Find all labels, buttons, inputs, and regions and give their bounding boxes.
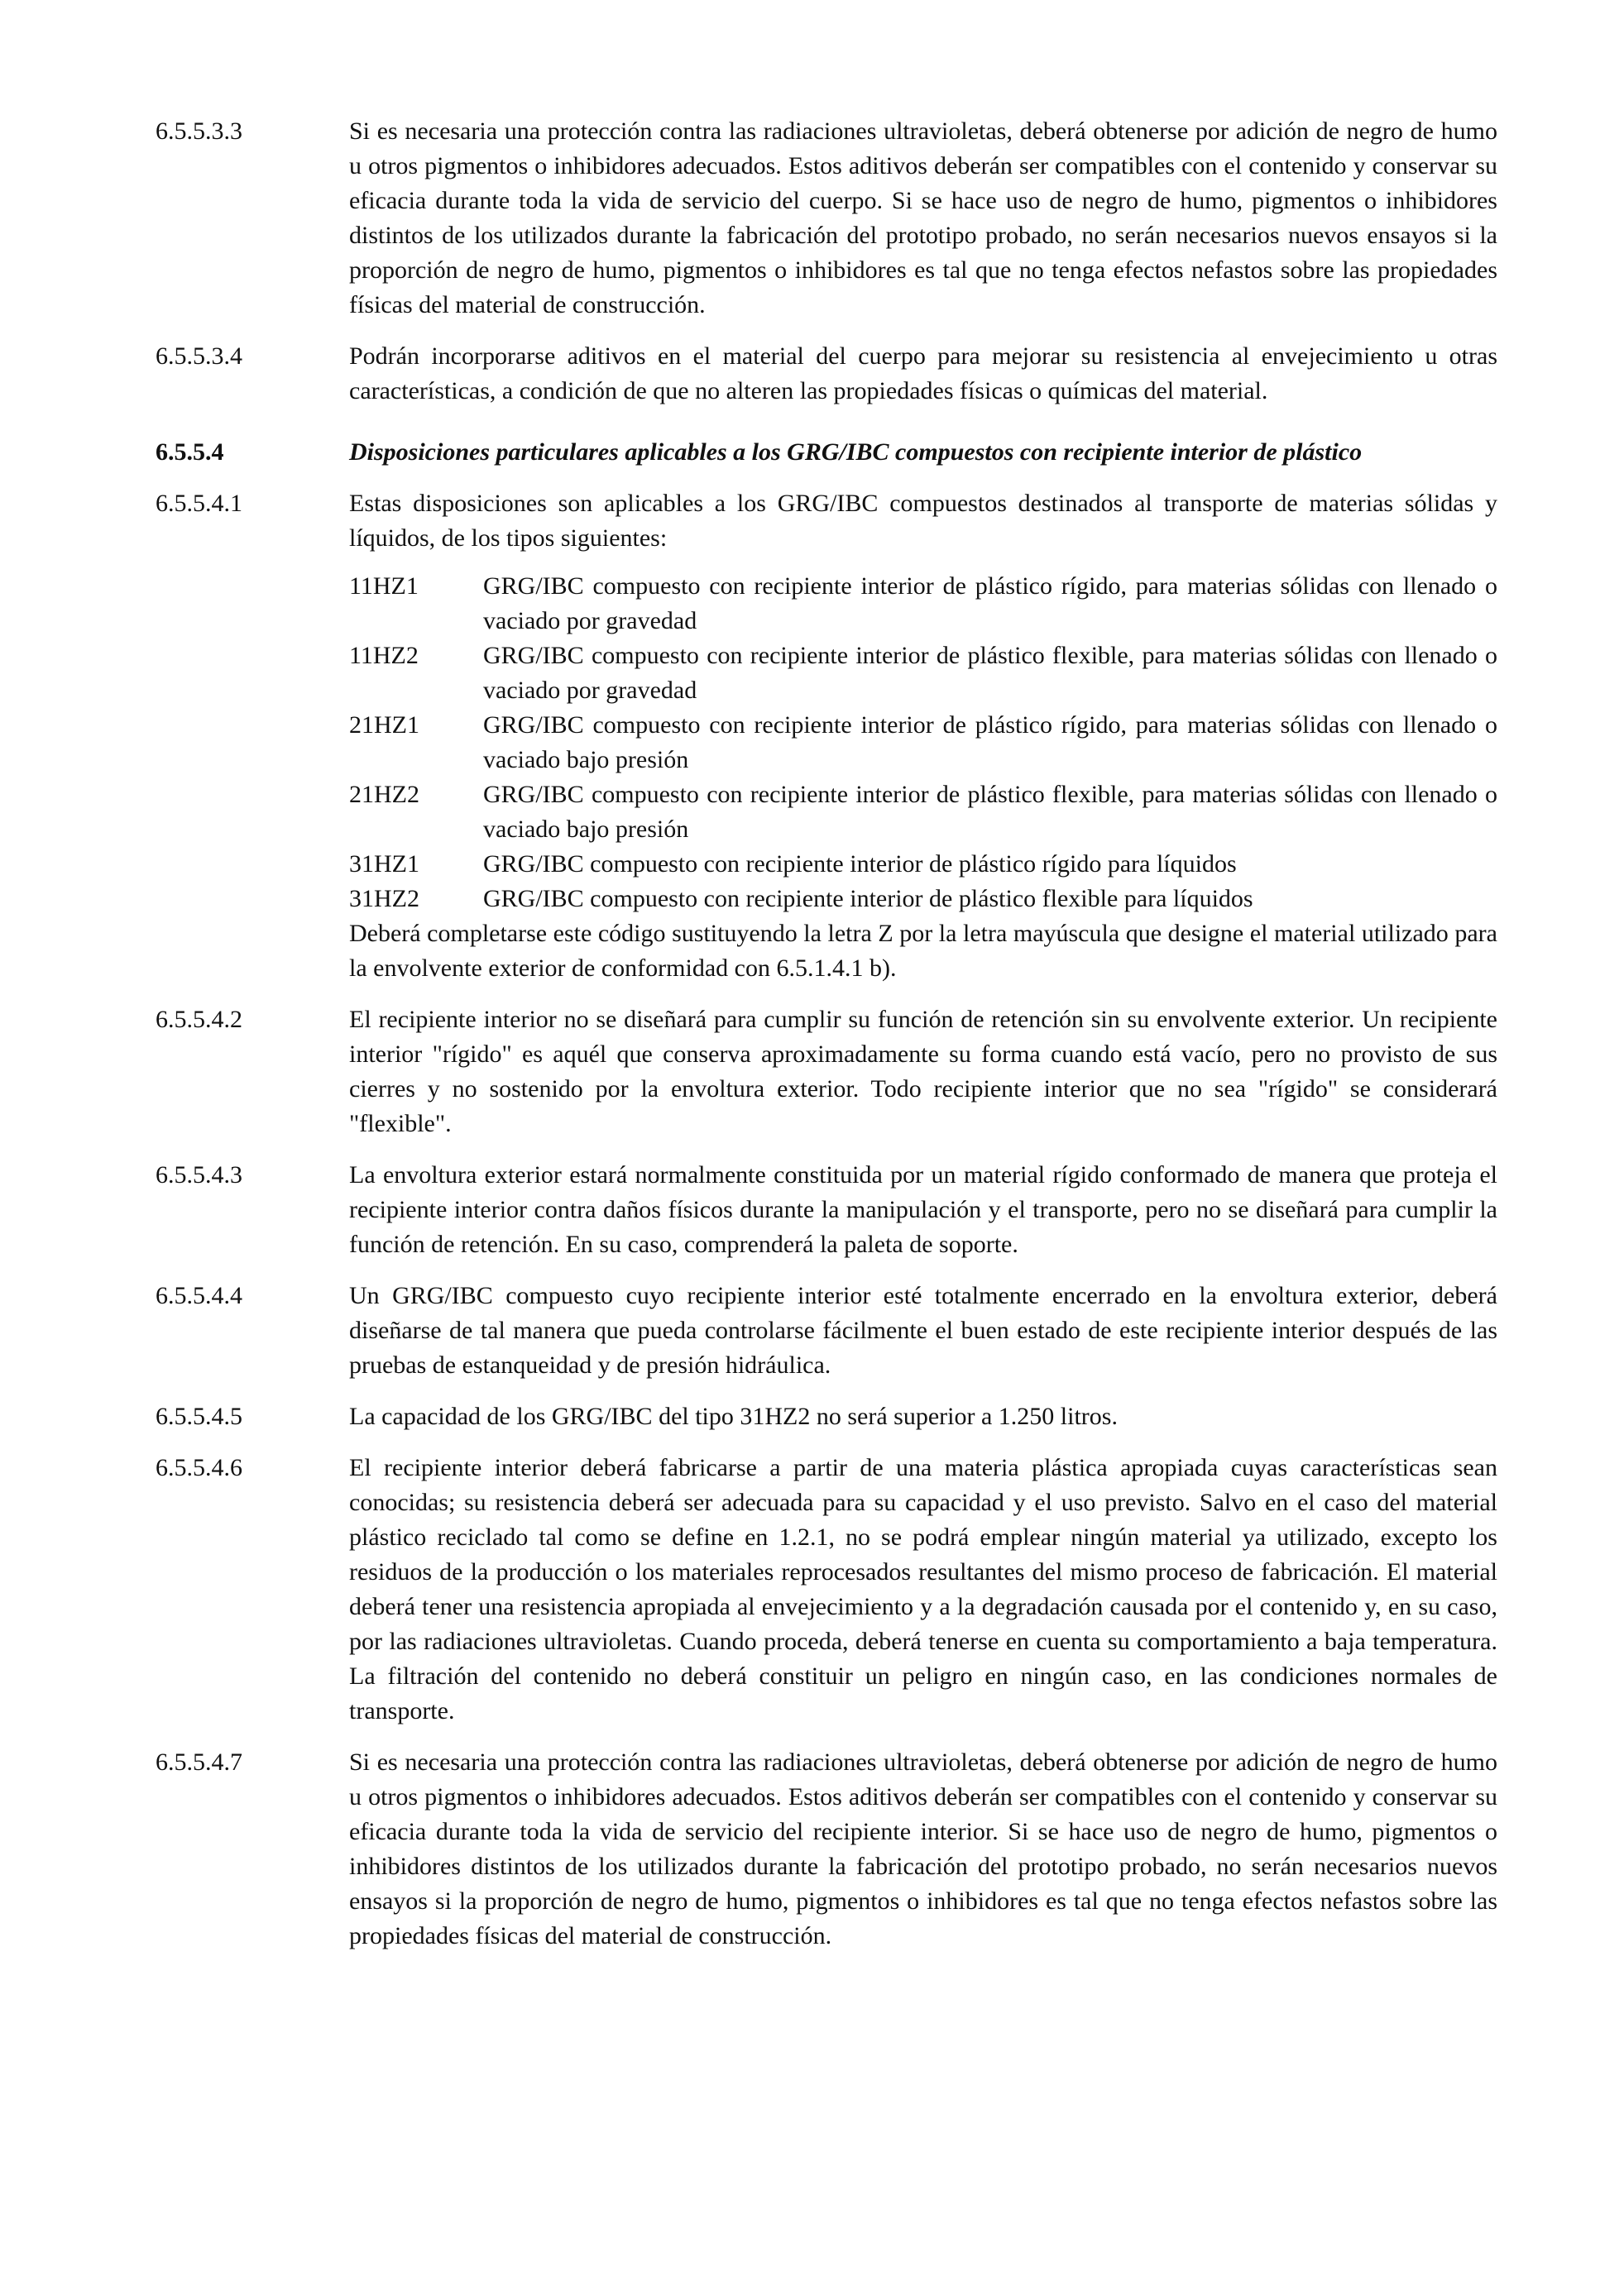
section-text: Si es necesaria una protección contra las radiaciones ultravioletas, deberá obtenerse por adición de negro de humo u otros pigmentos o inhibidores adecuados. Estos aditivos deberán ser compatibles con el contenido y conservar su eficacia durante toda la vida de servicio del cuerpo. Si se hace uso de negro de humo, pigmentos o inhibidores distintos de los utilizados durante la fabricación del prototipo probado, no serán necesarios nuevos ensayos si la proporción de negro de humo, pigmentos o inhibidores es tal que no tenga efectos nefastos sobre las propiedades físicas del material de construcción. [349, 117, 1497, 318]
ibc-code: 31HZ2 [349, 885, 419, 912]
ibc-code-description: GRG/IBC compuesto con recipiente interior de plástico rígido, para materias sólidas con llenado o vaciado bajo presión [483, 711, 1497, 773]
section-number: 6.5.5.4.4 [156, 1282, 242, 1309]
ibc-code: 11HZ2 [349, 642, 419, 669]
list-item [349, 847, 1497, 882]
section-6-5-5-4-7 [0, 1745, 1497, 1954]
section-text: La envoltura exterior estará normalmente constituida por un material rígido conformado de manera que proteja el recipiente interior contra daños físicos durante la manipulación y el transporte, pero no se diseñará para cumplir la función de retención. En su caso, comprenderá la paleta de soporte. [349, 1161, 1497, 1258]
section-6-5-5-4-4 [0, 1279, 1497, 1383]
section-6-5-5-3-4 [0, 339, 1497, 409]
section-number: 6.5.5.4.6 [156, 1454, 242, 1481]
list-item [349, 708, 1497, 777]
section-text: El recipiente interior deberá fabricarse a partir de una materia plástica apropiada cuyas características sean conocidas; su resistencia deberá ser adecuada para su capacidad y el uso previsto. Salvo en el caso del material plástico reciclado tal como se define en 1.2.1, no se podrá emplear ningún material ya utilizado, excepto los residuos de la producción o los materiales reprocesados resultantes del mismo proceso de fabricación. El material deberá tener una resistencia apropiada al envejecimiento y a la degradación causada por el contenido y, en su caso, por las radiaciones ultravioletas. Cuando proceda, deberá tenerse en cuenta su comportamiento a baja temperatura. La filtración del contenido no deberá constituir un peligro en ningún caso, en las condiciones normales de transporte. [349, 1454, 1497, 1724]
section-text: Si es necesaria una protección contra las radiaciones ultravioletas, deberá obtenerse por adición de negro de humo u otros pigmentos o inhibidores adecuados. Estos aditivos deberán ser compatibles con el contenido y conservar su eficacia durante toda la vida de servicio del recipiente interior. Si se hace uso de negro de humo, pigmentos o inhibidores distintos de los utilizados durante la fabricación del prototipo probado, no serán necesarios nuevos ensayos si la proporción de negro de humo, pigmentos o inhibidores es tal que no tenga efectos nefastos sobre las propiedades físicas del material de construcción. [349, 1748, 1497, 1949]
ibc-code: 21HZ1 [349, 711, 419, 739]
list-item [349, 882, 1497, 916]
ibc-code-list [349, 569, 1497, 916]
section-number: 6.5.5.4.1 [156, 490, 242, 517]
ibc-code: 11HZ1 [349, 572, 419, 600]
section-6-5-5-4-2 [0, 1002, 1497, 1141]
list-item [349, 639, 1497, 708]
section-text: La capacidad de los GRG/IBC del tipo 31HZ2 no será superior a 1.250 litros. [349, 1403, 1118, 1430]
ibc-code-description: GRG/IBC compuesto con recipiente interior de plástico rígido, para materias sólidas con llenado o vaciado por gravedad [483, 572, 1497, 634]
section-text: Estas disposiciones son aplicables a los GRG/IBC compuestos destinados al transporte de materias sólidas y líquidos, de los tipos siguientes: [349, 490, 1497, 552]
ibc-code-description: GRG/IBC compuesto con recipiente interior de plástico flexible, para materias sólidas con llenado o vaciado por gravedad [483, 642, 1497, 704]
section-text: Un GRG/IBC compuesto cuyo recipiente interior esté totalmente encerrado en la envoltura exterior, deberá diseñarse de tal manera que pueda controlarse fácilmente el buen estado de este recipiente interior después de las pruebas de estanqueidad y de presión hidráulica. [349, 1282, 1497, 1379]
section-number: 6.5.5.4.5 [156, 1403, 242, 1430]
section-6-5-5-4-1 [0, 486, 1497, 986]
section-6-5-5-4-3 [0, 1158, 1497, 1262]
section-text: Podrán incorporarse aditivos en el material del cuerpo para mejorar su resistencia al envejecimiento u otras características, a condición de que no alteren las propiedades físicas o químicas del material. [349, 342, 1497, 404]
section-number: 6.5.5.3.4 [156, 342, 242, 370]
section-number: 6.5.5.3.3 [156, 117, 242, 145]
section-6-5-5-4-6 [0, 1451, 1497, 1729]
section-6-5-5-4-5 [0, 1399, 1497, 1434]
section-text: El recipiente interior no se diseñará para cumplir su función de retención sin su envolvente exterior. Un recipiente interior "rígido" es aquél que conserva aproximadamente su forma cuando está vacío, pero no provisto de sus cierres y no sostenido por la envoltura exterior. Todo recipiente interior que no sea "rígido" se considerará "flexible". [349, 1006, 1497, 1137]
ibc-code-description: GRG/IBC compuesto con recipiente interior de plástico rígido para líquidos [483, 850, 1237, 878]
ibc-code: 21HZ2 [349, 781, 419, 808]
list-item [349, 777, 1497, 847]
section-heading-text: Disposiciones particulares aplicables a los GRG/IBC compuestos con recipiente interior de plástico [349, 438, 1363, 466]
section-number: 6.5.5.4 [156, 438, 224, 466]
list-item [349, 569, 1497, 639]
section-number: 6.5.5.4.3 [156, 1161, 242, 1189]
section-6-5-5-3-3 [0, 114, 1497, 323]
code-completion-note: Deberá completarse este código sustituyendo la letra Z por la letra mayúscula que designe el material utilizado para la envolvente exterior de conformidad con 6.5.1.4.1 b). [349, 920, 1497, 982]
ibc-code-description: GRG/IBC compuesto con recipiente interior de plástico flexible para líquidos [483, 885, 1253, 912]
ibc-code: 31HZ1 [349, 850, 419, 878]
section-number: 6.5.5.4.7 [156, 1748, 242, 1776]
section-heading-6-5-5-4 [0, 435, 1497, 470]
section-number: 6.5.5.4.2 [156, 1006, 242, 1033]
ibc-code-description: GRG/IBC compuesto con recipiente interior de plástico flexible, para materias sólidas con llenado o vaciado bajo presión [483, 781, 1497, 843]
